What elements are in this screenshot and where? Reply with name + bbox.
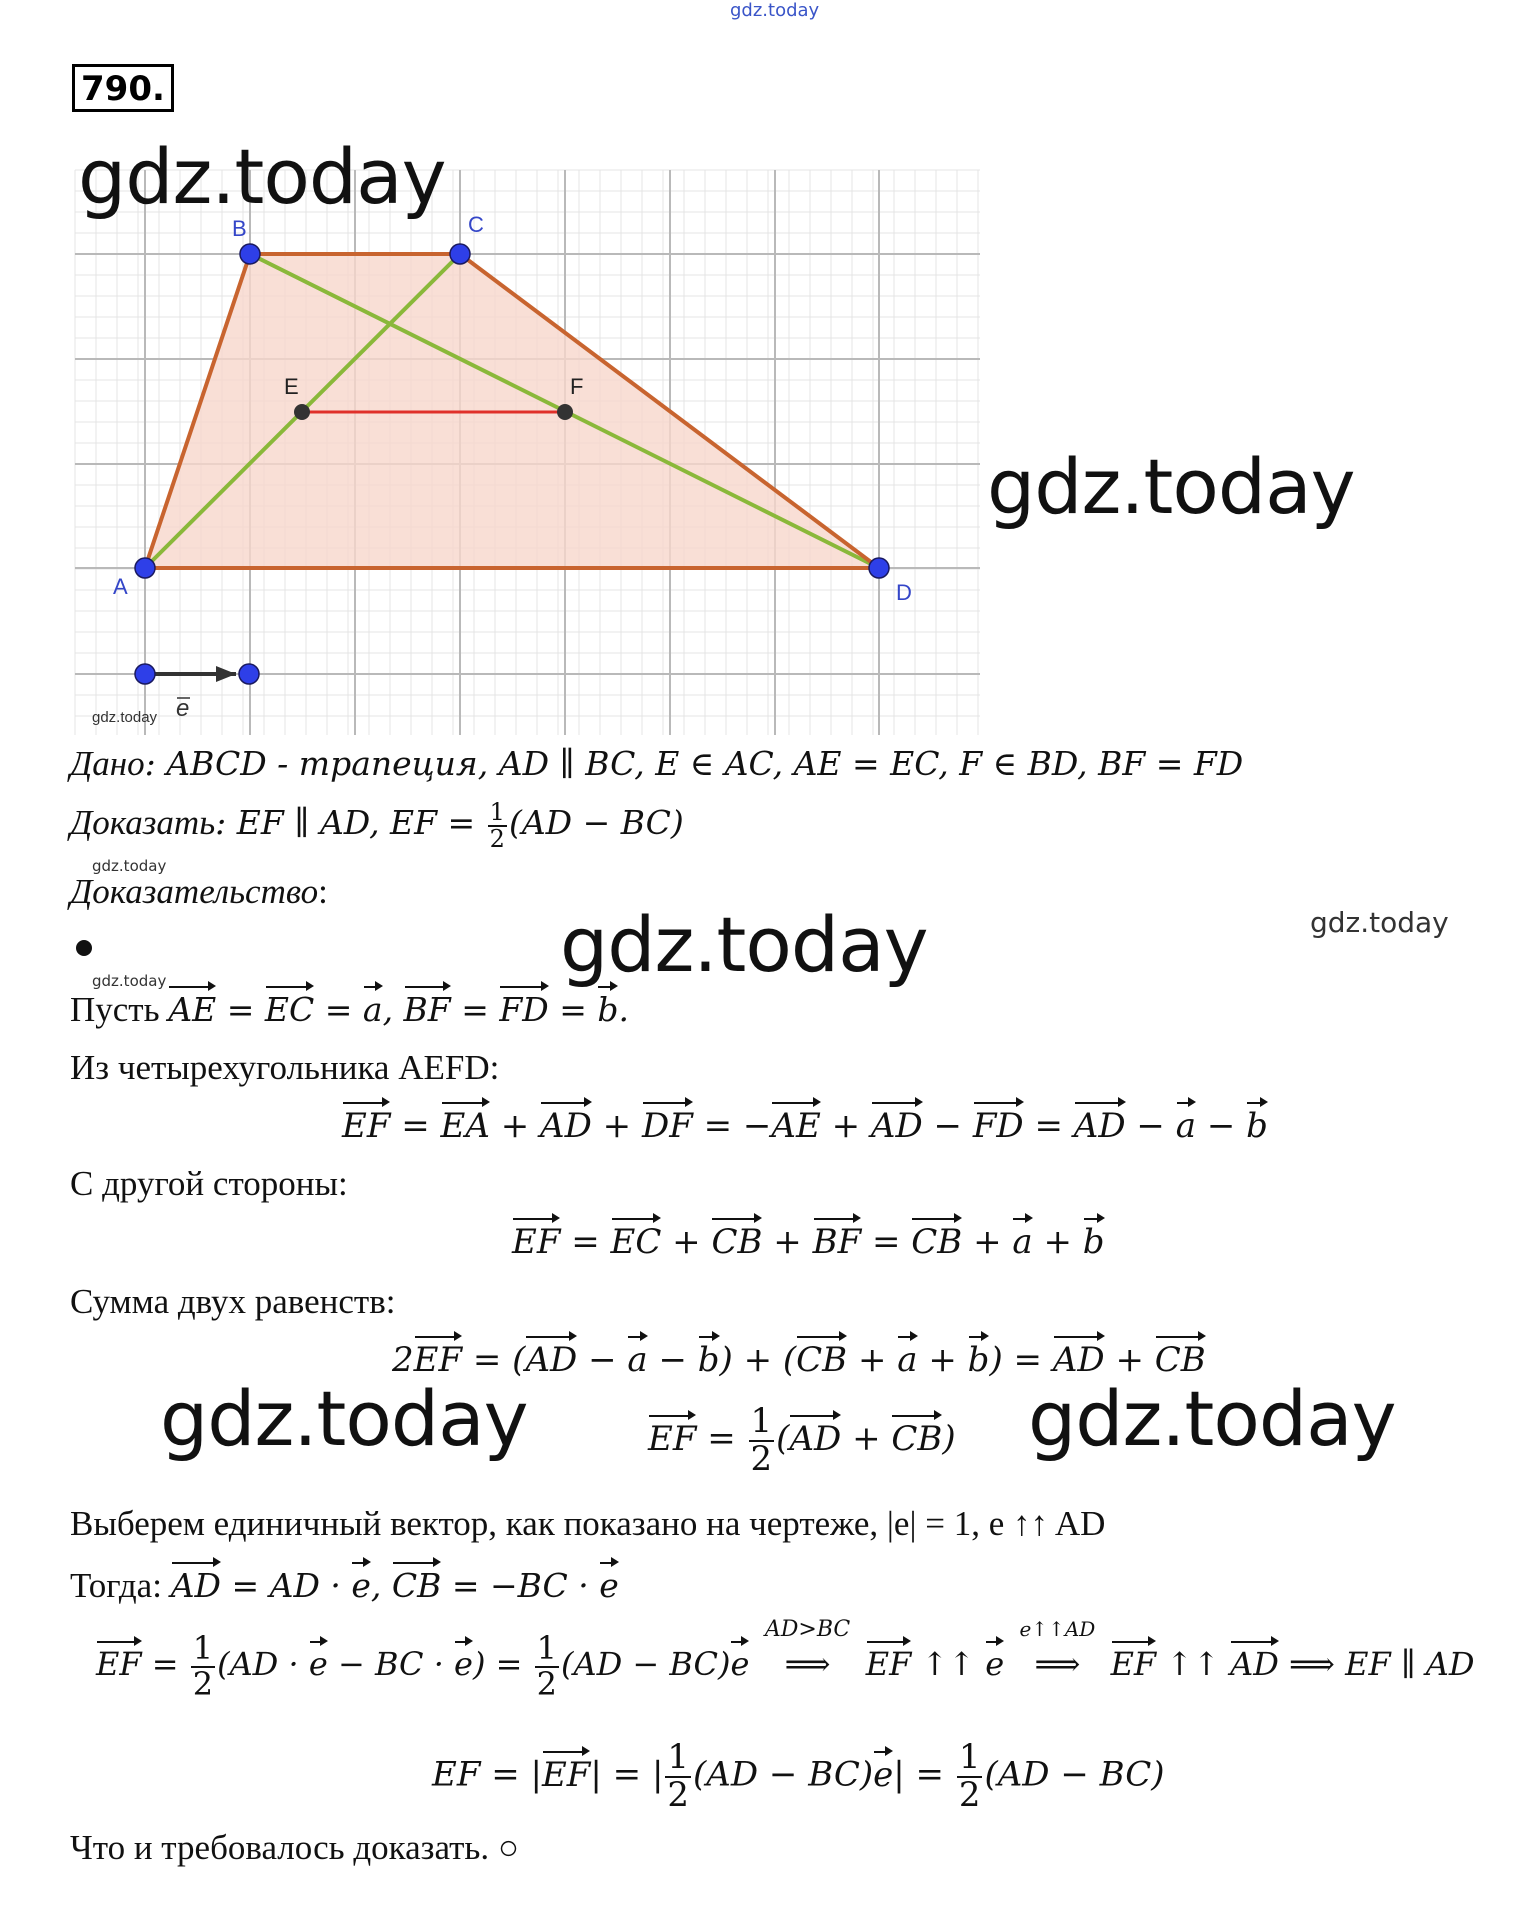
prove-text: : EF ∥ AD, EF = [215,803,486,843]
given-label: Дано [70,744,145,783]
proof-line: Доказательство: [70,872,328,911]
from-quad-line: Из четырехугольника AEFD: [70,1048,500,1087]
condition-1: AD>BC [764,1617,851,1643]
other-side-line: С другой стороны: [70,1164,348,1203]
equation-5: EF = $\frac{1}{2}$ (AD · e − BC · e) = $\frac{1}{2}$ (AD − BC)e ⟹ AD>BC EF ↑↑ e ⟹ e↑↑AD EF ↑↑ AD ⟹ EF ∥ AD [96,1617,1475,1703]
prove-fraction: $\frac{1}{2}$ [489,798,505,854]
figure-watermark: gdz.today [92,709,158,726]
label-b: B [232,216,247,241]
equation-6: EF = |EF| = | $\frac{1}{2}$ (AD − BC)e| = $\frac{1}{2}$ (AD − BC) [432,1737,1165,1815]
label-f: F [570,374,584,399]
point-a [135,558,155,578]
bullet [76,940,92,956]
unit-vector-label: e [176,695,190,722]
trapezoid-figure [0,0,1532,760]
prove-tail: (AD − BC) [508,803,684,843]
then-word: Тогда: [70,1566,162,1605]
let-line: Пусть AE = EC = a, BF = FD = b. [70,990,629,1029]
watermark-4: gdz.today [160,1374,528,1463]
watermark-5: gdz.today [1028,1374,1396,1463]
watermark-3: gdz.today [560,900,928,989]
point-d [869,558,889,578]
unit-choice-line: Выберем единичный вектор, как показано на чертеже, |e| = 1, e ↑↑ AD [70,1504,1106,1543]
equation-2: EF = EC + CB + BF = CB + a + b [512,1222,1105,1262]
proof-label: Доказательство [70,872,319,911]
equation-1: EF = EA + AD + DF = −AE + AD − FD = AD − a − b [342,1106,1268,1146]
sum-line: Сумма двух равенств: [70,1282,396,1321]
top-watermark: gdz.today [730,0,820,21]
unit-vector-arrowhead [216,666,236,682]
prove-label: Доказать [70,803,216,843]
label-e: E [284,374,299,399]
point-c [450,244,470,264]
equation-4: EF = $\frac{1}{2}$ (AD + CB) [648,1401,956,1479]
label-d: D [896,580,912,605]
unit-vector-end [239,664,259,684]
watermark-1: gdz.today [78,132,446,221]
label-a: A [113,574,128,599]
watermark-7: gdz.today [92,857,167,875]
problem-number: 790. [72,64,174,112]
point-e [294,404,310,420]
qed-line: Что и требовалось доказать. ○ [70,1828,520,1867]
point-f [557,404,573,420]
given-text: : ABCD - трапеция, AD ∥ BC, E ∈ AC, AE = EC, F ∈ BD, BF = FD [144,744,1244,783]
watermark-2: gdz.today [987,442,1355,531]
unit-vector-start [135,664,155,684]
watermark-8: gdz.today [92,972,167,990]
given-line [70,744,1243,784]
let-word: Пусть [70,990,160,1029]
prove-line [70,800,684,852]
then-line: Тогда: AD = AD · e, CB = −BC · e [70,1566,619,1605]
equation-3: 2EF = (AD − a − b) + (CB + a + b) = AD + CB [392,1340,1206,1380]
condition-2: e↑↑AD [1019,1617,1096,1642]
label-c: C [468,212,484,237]
watermark-6: gdz.today [1310,906,1449,939]
point-b [240,244,260,264]
